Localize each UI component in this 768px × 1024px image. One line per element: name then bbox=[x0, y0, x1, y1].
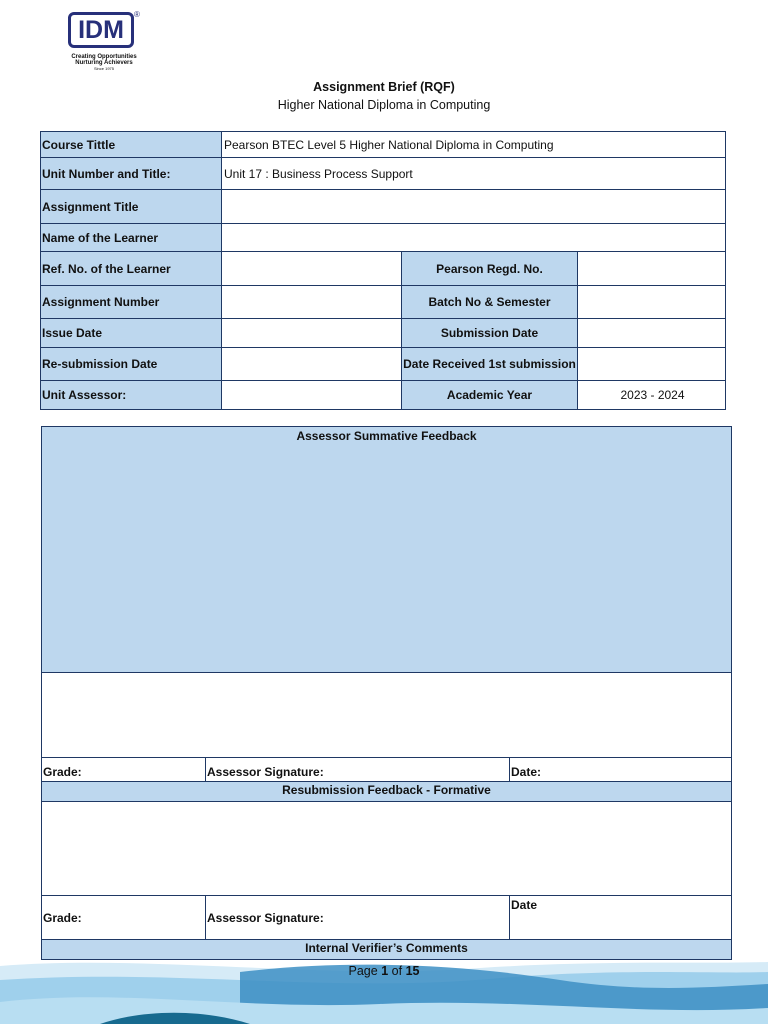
unit-assessor-field[interactable] bbox=[221, 380, 402, 410]
resubmission-feedback-header bbox=[41, 781, 732, 802]
registered-mark: ® bbox=[134, 10, 140, 19]
internal-verifier-title: Internal Verifier’s Comments bbox=[305, 941, 468, 955]
academic-year-label: Academic Year bbox=[401, 380, 578, 410]
date-received-field[interactable] bbox=[577, 347, 726, 381]
batch-label: Batch No & Semester bbox=[401, 285, 578, 319]
document-title: Assignment Brief (RQF) bbox=[313, 80, 455, 94]
logo-tagline-3: Since 1975 bbox=[93, 66, 114, 71]
summative-feedback-title: Assessor Summative Feedback bbox=[296, 429, 477, 443]
idm-logo bbox=[66, 10, 146, 72]
resubmission-date-field[interactable] bbox=[221, 347, 402, 381]
course-title-label: Course Tittle bbox=[40, 131, 222, 158]
submission-date-field[interactable] bbox=[577, 318, 726, 348]
ref-no-label: Ref. No. of the Learner bbox=[40, 251, 222, 286]
page-word: Page bbox=[348, 964, 378, 978]
assessor-signature-label: Assessor Signature: bbox=[205, 757, 510, 782]
logo-tagline-1: Creating Opportunities bbox=[71, 54, 137, 60]
course-title-value[interactable]: Pearson BTEC Level 5 Higher National Diploma in Computing bbox=[221, 131, 726, 158]
pearson-regd-label: Pearson Regd. No. bbox=[401, 251, 578, 286]
unit-value[interactable]: Unit 17 : Business Process Support bbox=[221, 157, 726, 190]
assignment-title-label: Assignment Title bbox=[40, 189, 222, 224]
date-label-2: Date bbox=[509, 895, 732, 940]
of-word: of bbox=[391, 964, 403, 978]
resubmission-feedback-body[interactable] bbox=[41, 801, 732, 896]
batch-field[interactable] bbox=[577, 285, 726, 319]
summative-feedback-area[interactable] bbox=[41, 426, 732, 673]
page-number bbox=[0, 964, 768, 978]
academic-year-value[interactable]: 2023 - 2024 bbox=[577, 380, 726, 410]
grade-label-2: Grade: bbox=[41, 895, 206, 940]
date-received-label: Date Received 1st submission bbox=[401, 347, 578, 381]
grade-label: Grade: bbox=[41, 757, 206, 782]
logo-text: IDM bbox=[68, 12, 134, 48]
document-subtitle: Higher National Diploma in Computing bbox=[277, 98, 491, 112]
assignment-number-label: Assignment Number bbox=[40, 285, 222, 319]
unit-label: Unit Number and Title: bbox=[40, 157, 222, 190]
learner-name-label: Name of the Learner bbox=[40, 223, 222, 252]
logo-tagline-2: Nurturing Achievers bbox=[75, 60, 133, 66]
ref-no-field[interactable] bbox=[221, 251, 402, 286]
internal-verifier-header bbox=[41, 939, 732, 960]
resubmission-date-label: Re-submission Date bbox=[40, 347, 222, 381]
issue-date-field[interactable] bbox=[221, 318, 402, 348]
learner-name-field[interactable] bbox=[221, 223, 726, 252]
assignment-title-field[interactable] bbox=[221, 189, 726, 224]
submission-date-label: Submission Date bbox=[401, 318, 578, 348]
resubmission-feedback-title: Resubmission Feedback - Formative bbox=[282, 783, 491, 797]
unit-assessor-label: Unit Assessor: bbox=[40, 380, 222, 410]
assignment-number-field[interactable] bbox=[221, 285, 402, 319]
assessor-signature-label-2: Assessor Signature: bbox=[205, 895, 510, 940]
date-label: Date: bbox=[509, 757, 732, 782]
issue-date-label: Issue Date bbox=[40, 318, 222, 348]
total-pages: 15 bbox=[405, 964, 420, 978]
pearson-regd-field[interactable] bbox=[577, 251, 726, 286]
summative-feedback-body[interactable] bbox=[41, 672, 732, 758]
current-page: 1 bbox=[381, 964, 389, 978]
